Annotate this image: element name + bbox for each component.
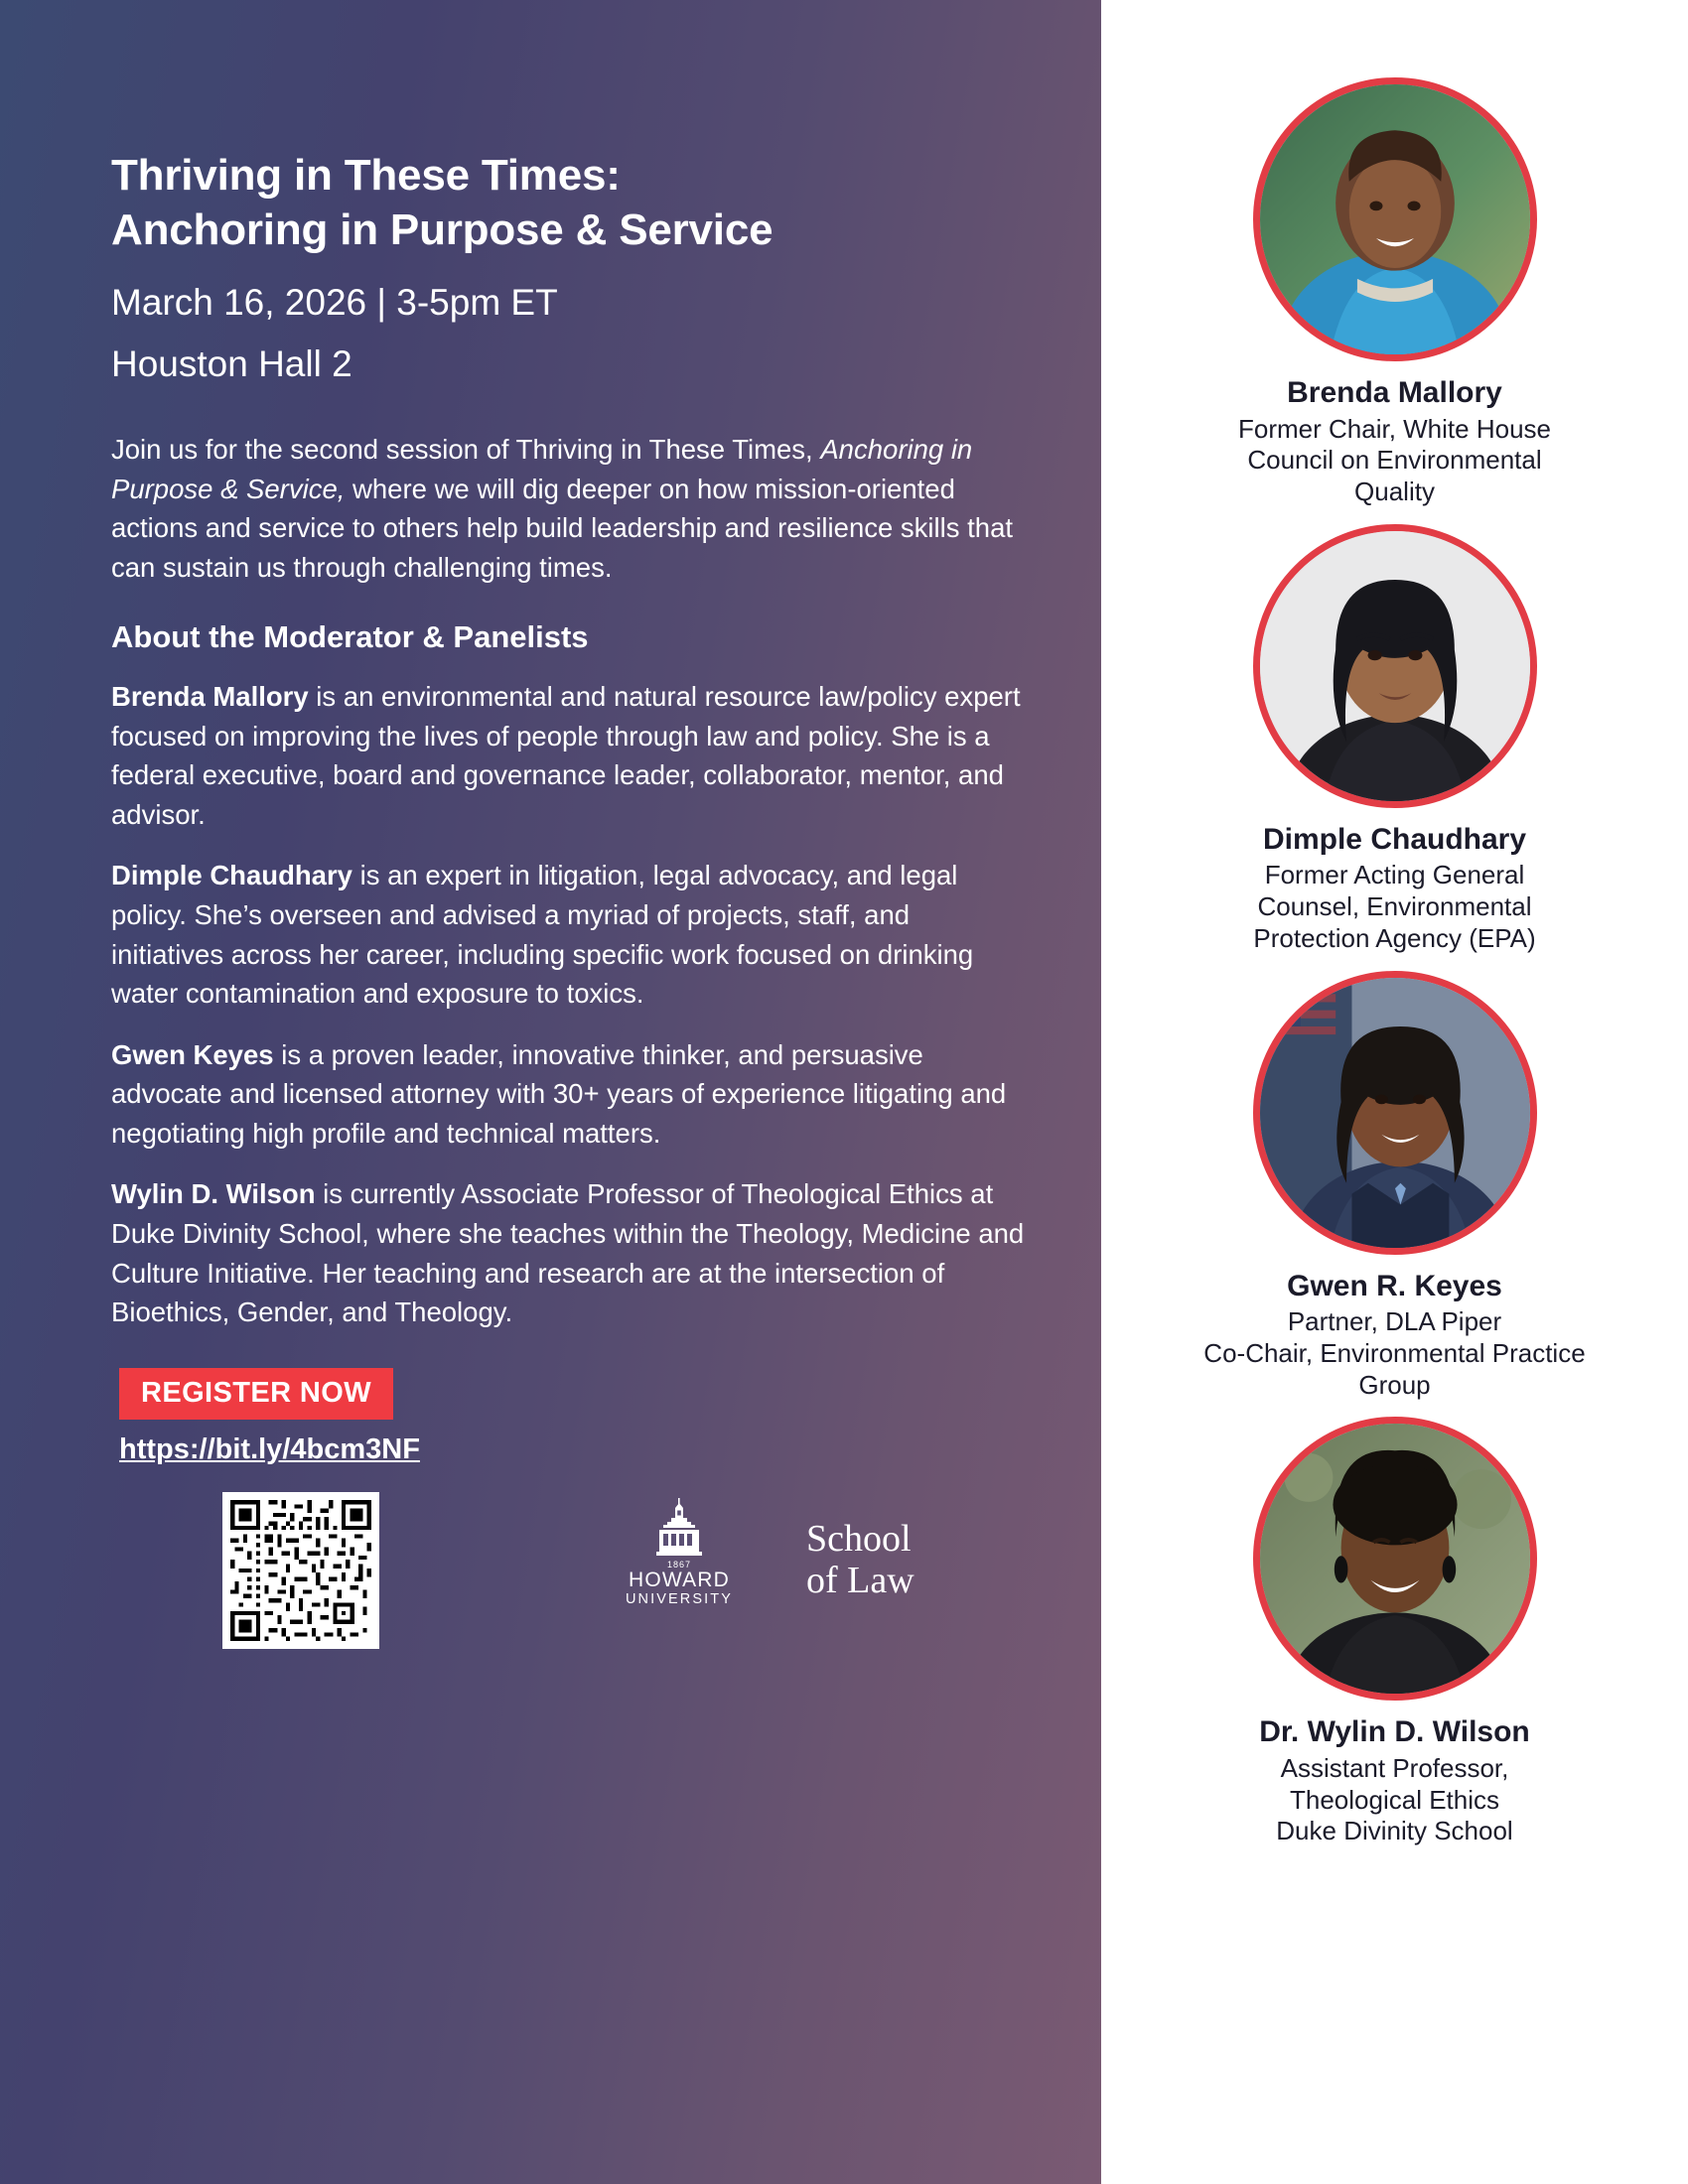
- speaker-name: Gwen R. Keyes: [1287, 1269, 1502, 1302]
- bio-text-1: is an expert in litigation, legal advocacy, and legal policy. She’s overseen and advised a myriad of projects, staff, and initiatives across her career, including specific work focused on drinking water contamination and exposure to toxics.: [111, 860, 974, 1010]
- avatar: [1253, 971, 1537, 1255]
- intro-part-2: where we will dig deeper on how mission-oriented actions and service to others help build leadership and resilience skills that can sustain us through challenging times.: [111, 473, 1014, 584]
- event-description: [111, 430, 1025, 587]
- avatar: [1253, 77, 1537, 361]
- bio-name-3: Wylin D. Wilson: [111, 1178, 316, 1210]
- school-of-law-logo: [806, 1518, 914, 1602]
- speaker-role: [1101, 1753, 1688, 1847]
- bio-name-0: Brenda Mallory: [111, 680, 309, 712]
- speakers-panel: [1101, 0, 1688, 2184]
- bio-wylin-wilson: [111, 1174, 1025, 1331]
- intro-part-1: Join us for the second session of Thriving in These Times,: [111, 434, 821, 466]
- footer-logos-row: [111, 1492, 1101, 1681]
- qr-code-icon[interactable]: [222, 1492, 379, 1649]
- speaker-role: [1101, 1306, 1688, 1401]
- title-line-2: Anchoring in Purpose & Service: [111, 205, 774, 254]
- bio-name-1: Dimple Chaudhary: [111, 860, 352, 891]
- bio-text-0: is an environmental and natural resource law/policy expert focused on improving the lives of people through law and policy. She is a federal executive, board and governance leader, collaborator, mentor, and advisor.: [111, 680, 1021, 830]
- law-logo-line-2: of Law: [806, 1560, 914, 1602]
- law-logo-line-1: School: [806, 1517, 912, 1560]
- speaker-role: [1101, 414, 1688, 508]
- speaker-name: Dimple Chaudhary: [1262, 822, 1527, 856]
- university-building-icon: [649, 1496, 709, 1558]
- speaker-role-line: Counsel, Environmental: [1257, 891, 1532, 922]
- speaker-role-line: Duke Divinity School: [1276, 1816, 1513, 1846]
- speaker-role-line: Co-Chair, Environmental Practice: [1203, 1337, 1586, 1368]
- qr-code-svg: [230, 1500, 371, 1641]
- portrait-wylin-wilson: [1260, 1424, 1530, 1694]
- bio-gwen-keyes: [111, 1035, 1025, 1154]
- intro-italic-title: Anchoring in Purpose & Service,: [111, 434, 973, 504]
- speaker-card-wylin-wilson: [1101, 1417, 1688, 1847]
- speaker-role-line: Theological Ethics: [1290, 1784, 1499, 1815]
- speaker-role-line: Former Acting General: [1264, 860, 1525, 890]
- speaker-role-line: Group: [1358, 1369, 1431, 1400]
- speaker-card-brenda-mallory: [1101, 77, 1688, 508]
- speaker-role: [1101, 860, 1688, 954]
- left-inner-column: [111, 149, 1045, 1466]
- avatar: [1253, 1417, 1537, 1701]
- speaker-role-line: Former Chair, White House: [1238, 413, 1551, 444]
- speaker-card-gwen-keyes: [1101, 971, 1688, 1402]
- register-now-button[interactable]: REGISTER NOW: [119, 1368, 393, 1420]
- avatar: [1253, 524, 1537, 808]
- speaker-role-line: Council on Environmental: [1247, 445, 1542, 476]
- portrait-brenda-mallory: [1260, 84, 1530, 354]
- portrait-gwen-keyes: [1260, 978, 1530, 1248]
- title-line-1: Thriving in These Times:: [111, 151, 621, 200]
- registration-link[interactable]: https://bit.ly/4bcm3NF: [119, 1433, 420, 1465]
- portrait-dimple-chaudhary: [1260, 531, 1530, 801]
- speaker-role-line: Protection Agency (EPA): [1253, 922, 1536, 953]
- speaker-role-line: Assistant Professor,: [1280, 1752, 1509, 1783]
- bio-dimple-chaudhary: [111, 856, 1025, 1013]
- bio-text-3: is currently Associate Professor of Theological Ethics at Duke Divinity School, where she teaches within the Theology, Medicine and Culture Initiative. Her teaching and research are at the intersection of Bioethics, Gender, and Theology.: [111, 1178, 1025, 1328]
- bio-text-2: is a proven leader, innovative thinker, and persuasive advocate and licensed attorney with 30+ years of experience litigating and negotiating high profile and technical matters.: [111, 1038, 1007, 1149]
- howard-university-logo: [600, 1496, 759, 1607]
- event-venue: Houston Hall 2: [111, 343, 352, 385]
- speaker-card-dimple-chaudhary: [1101, 524, 1688, 955]
- speaker-role-line: Quality: [1354, 477, 1435, 507]
- bio-name-2: Gwen Keyes: [111, 1038, 274, 1070]
- speaker-name: Dr. Wylin D. Wilson: [1259, 1715, 1530, 1749]
- speaker-role-line: Partner, DLA Piper: [1287, 1306, 1502, 1337]
- speaker-name: Brenda Mallory: [1287, 376, 1502, 409]
- event-datetime: March 16, 2026 | 3-5pm ET: [111, 282, 558, 324]
- howard-wordmark: HOWARD: [628, 1568, 731, 1591]
- section-heading-panelists: About the Moderator & Panelists: [111, 618, 589, 654]
- howard-established-year: 1867: [666, 1559, 692, 1570]
- howard-subtitle: UNIVERSITY: [625, 1591, 733, 1608]
- page-title: [111, 149, 1045, 257]
- bio-brenda-mallory: [111, 677, 1025, 834]
